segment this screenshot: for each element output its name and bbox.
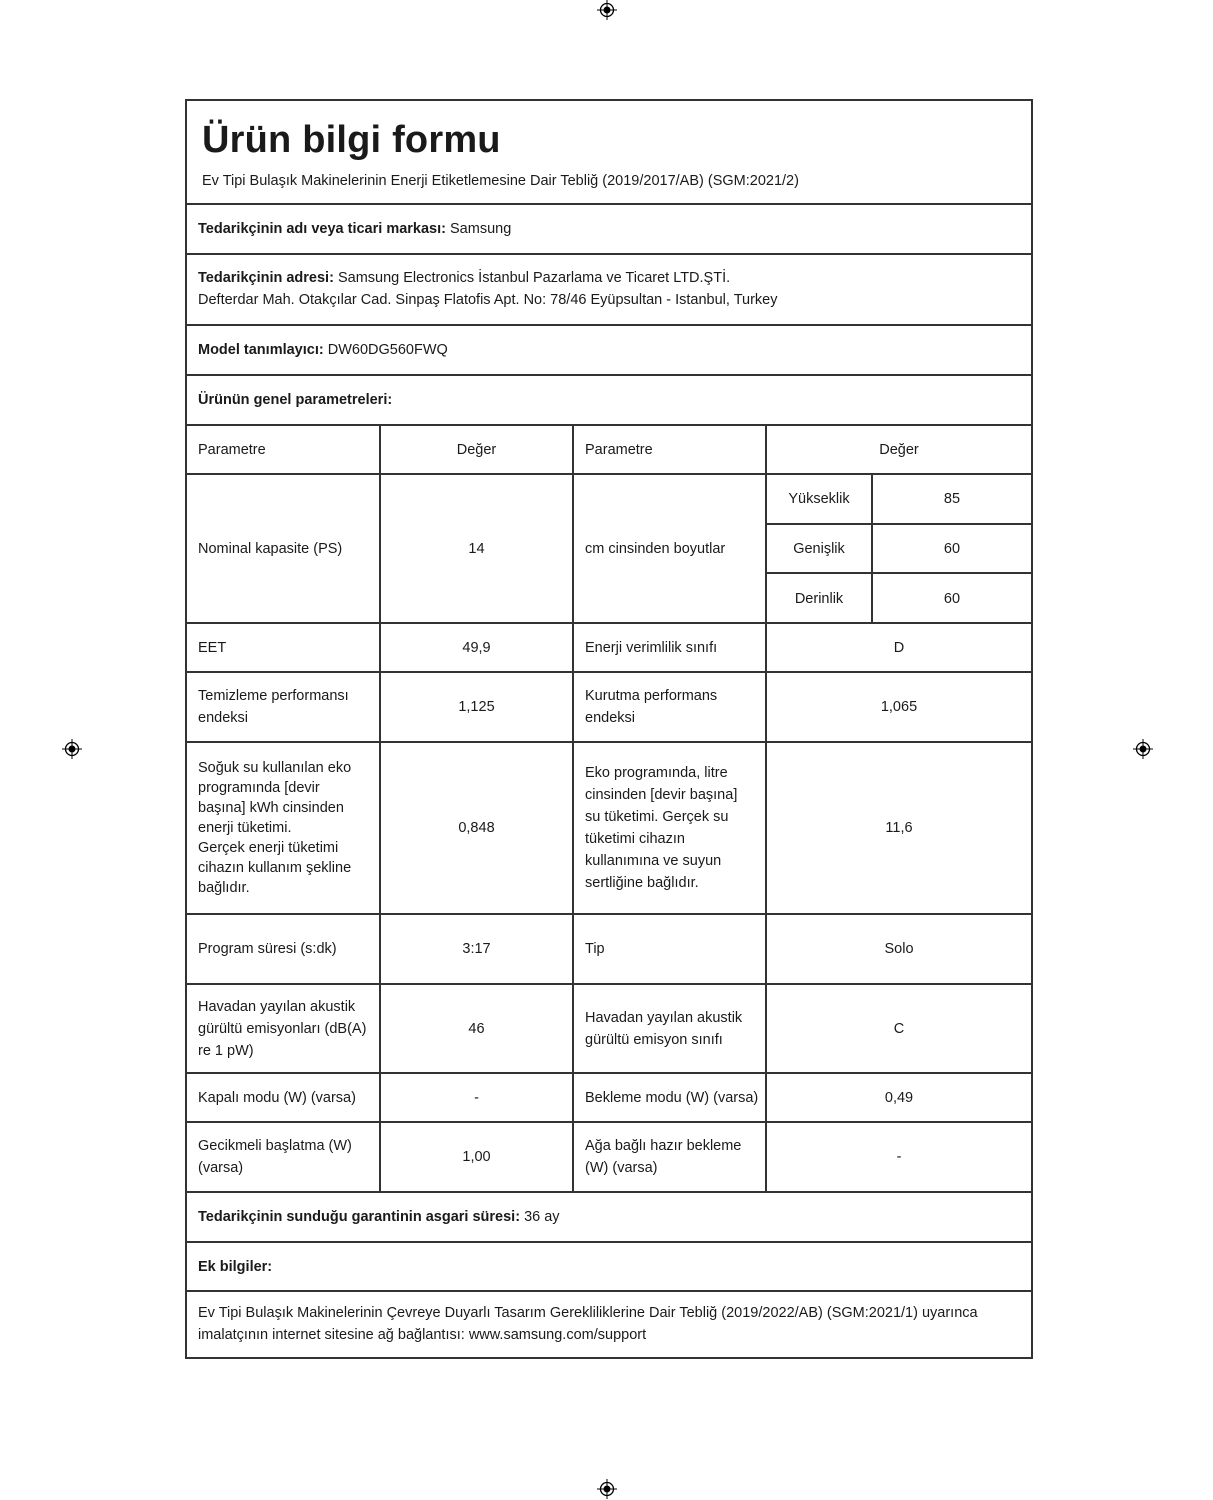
registration-mark-icon <box>1133 739 1153 759</box>
general-params-heading-row <box>187 376 1031 426</box>
drying-value: 1,065 <box>880 699 918 715</box>
additional-info-line1: Ev Tipi Bulaşık Makinelerinin Çevreye Duyarlı Tasarım Gerekliliklerine Dair Tebliğ (2019/2022/AB) (SGM:2021/1) uyarınca <box>198 1305 978 1321</box>
depth-value: 60 <box>943 591 961 607</box>
table-row-capacity-dimensions <box>187 475 1031 624</box>
noise-emission-label: Havadan yayılan akustik gürültü emisyonları (dB(A) re 1 pW) <box>198 998 367 1059</box>
warranty-row <box>187 1193 1031 1243</box>
water-consumption-label: Eko programında, litre cinsinden [devir başına] su tüketimi. Gerçek su tüketimi cihazın kullanımına ve suyun sertliğine bağlıdır. <box>585 765 738 891</box>
networked-standby-value: - <box>896 1149 902 1165</box>
table-row-power-modes <box>187 1074 1031 1123</box>
table-row-consumption <box>187 743 1031 915</box>
capacity-value: 14 <box>468 540 485 557</box>
off-mode-value: - <box>474 1089 479 1106</box>
standby-mode-value: 0,49 <box>884 1089 914 1106</box>
cleaning-label: Temizleme performansı endeksi <box>198 688 349 726</box>
off-mode-label: Kapalı modu (W) (varsa) <box>198 1089 356 1106</box>
energy-class-value: D <box>893 639 905 656</box>
type-label: Tip <box>585 941 605 957</box>
table-row-program <box>187 915 1031 985</box>
type-value: Solo <box>884 941 914 957</box>
header-value-2: Değer <box>879 441 919 458</box>
table-header-row <box>187 426 1031 475</box>
header-parameter-1: Parametre <box>198 441 266 458</box>
eet-value: 49,9 <box>462 639 491 656</box>
warranty-value: 36 ay <box>524 1209 560 1225</box>
page-subtitle: Ev Tipi Bulaşık Makinelerinin Enerji Etiketlemesine Dair Tebliğ (2019/2017/AB) (SGM:2021/2) <box>202 173 799 189</box>
supplier-address-row <box>187 255 1031 326</box>
table-row-delay-network <box>187 1123 1031 1193</box>
water-consumption-value: 11,6 <box>885 820 913 836</box>
delay-start-label: Gecikmeli başlatma (W) (varsa) <box>198 1138 352 1176</box>
supplier-address-line1: Samsung Electronics İstanbul Pazarlama ve Ticaret LTD.ŞTİ. <box>337 270 731 286</box>
supplier-address-line2: Defterdar Mah. Otakçılar Cad. Sinpaş Flatofis Apt. No: 78/46 Eyüpsultan - Istanbul, Turkey <box>198 292 778 308</box>
energy-class-label: Enerji verimlilik sınıfı <box>585 639 718 656</box>
model-value: DW60DG560FWQ <box>327 342 448 358</box>
width-value: 60 <box>943 540 961 557</box>
model-row <box>187 326 1031 376</box>
capacity-label: Nominal kapasite (PS) <box>198 540 343 557</box>
networked-standby-label: Ağa bağlı hazır bekleme (W) (varsa) <box>585 1138 742 1176</box>
cleaning-value: 1,125 <box>458 699 495 715</box>
registration-mark-icon <box>597 0 617 20</box>
registration-mark-icon <box>62 739 82 759</box>
supplier-name-value: Samsung <box>450 221 512 237</box>
supplier-address-label: Tedarikçinin adresi: <box>198 270 334 286</box>
noise-class-label: Havadan yayılan akustik gürültü emisyon sınıfı <box>585 1009 743 1048</box>
form-header <box>187 101 1031 205</box>
additional-info-label: Ek bilgiler: <box>198 1259 273 1275</box>
depth-label: Derinlik <box>794 591 844 607</box>
table-row-performance <box>187 673 1031 743</box>
noise-emission-value: 46 <box>468 1020 485 1037</box>
product-info-form <box>185 99 1033 1359</box>
header-parameter-2: Parametre <box>585 441 653 458</box>
model-label: Model tanımlayıcı: <box>198 342 324 358</box>
height-value: 85 <box>943 491 961 507</box>
program-duration-value: 3:17 <box>462 941 491 957</box>
additional-info-row <box>187 1292 1031 1357</box>
eet-label: EET <box>198 639 227 656</box>
supplier-name-label: Tedarikçinin adı veya ticari markası: <box>198 221 446 237</box>
warranty-label: Tedarikçinin sunduğu garantinin asgari süresi: <box>198 1209 521 1225</box>
program-duration-label: Program süresi (s:dk) <box>198 941 337 957</box>
supplier-name-row <box>187 205 1031 255</box>
general-params-heading: Ürünün genel parametreleri: <box>198 392 393 408</box>
additional-info-line2: imalatçının internet sitesine ağ bağlantısı: www.samsung.com/support <box>198 1327 647 1343</box>
delay-start-value: 1,00 <box>462 1149 491 1165</box>
width-label: Genişlik <box>793 540 845 557</box>
drying-label: Kurutma performans endeksi <box>585 688 718 726</box>
header-value-1: Değer <box>456 441 497 458</box>
table-row-eet <box>187 624 1031 673</box>
table-row-noise <box>187 985 1031 1074</box>
dimensions-label: cm cinsinden boyutlar <box>585 540 726 557</box>
noise-class-value: C <box>893 1020 905 1037</box>
additional-info-heading-row <box>187 1243 1031 1292</box>
energy-consumption-label: Soğuk su kullanılan eko programında [devir başına] kWh cinsinden enerji tüketimi. Gerçek enerji tüketimi cihazın kullanım şekline bağlıdır. <box>198 760 352 896</box>
height-label: Yükseklik <box>788 491 850 507</box>
registration-mark-icon <box>597 1479 617 1499</box>
energy-consumption-value: 0,848 <box>458 820 495 836</box>
page-title: Ürün bilgi formu <box>202 119 501 161</box>
standby-mode-label: Bekleme modu (W) (varsa) <box>585 1089 759 1106</box>
